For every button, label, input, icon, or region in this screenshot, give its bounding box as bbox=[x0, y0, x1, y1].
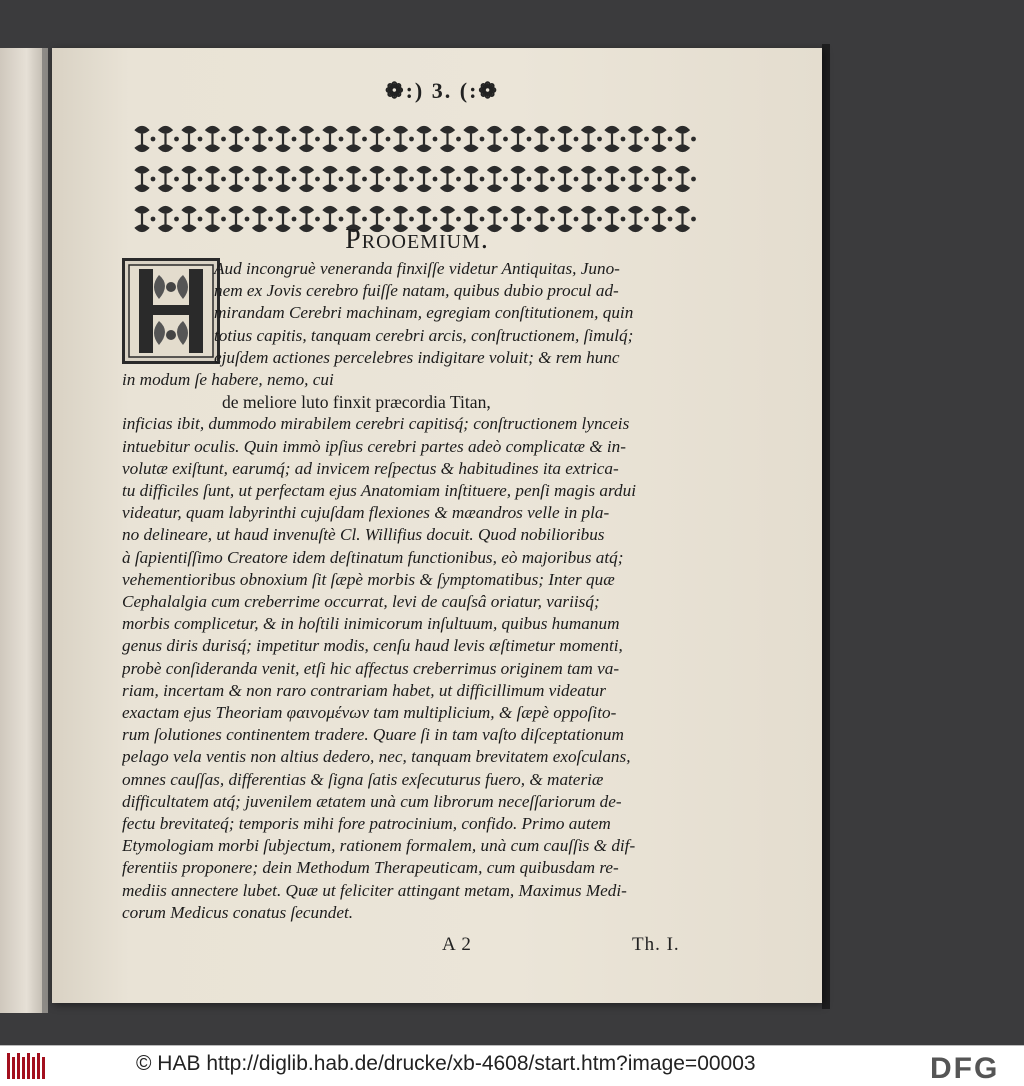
text-line: volutæ exiſtunt, earumq́; ad invicem reſpectus & habitudines ita extrica- bbox=[122, 458, 619, 478]
text-line: intuebitur oculis. Quin immò ipſius cerebri partes adeò complicatæ & in- bbox=[122, 436, 626, 456]
text-line: nem ex Jovis cerebro fuiſſe natam, quibus dubio procul ad- bbox=[214, 281, 619, 301]
copyright-link[interactable]: © HAB http://diglib.hab.de/drucke/xb-4608/start.htm?image=00003 bbox=[136, 1052, 756, 1075]
page-title: Prooemium. bbox=[345, 224, 489, 255]
text-line: ferentiis proponere; dein Methodum Therapeuticam, cum quibusdam re- bbox=[122, 858, 619, 878]
hab-logo-icon[interactable] bbox=[6, 1051, 48, 1081]
text-line: morbis complicetur, & in hoſtili inimicorum inſultuum, quibus humanum bbox=[122, 614, 620, 634]
body-text bbox=[122, 258, 742, 924]
text-line: ejuſdem actiones percelebres indigitare voluit; & rem hunc bbox=[214, 347, 620, 367]
text-line: pelago vela ventis non altius dedero, nec, tanquam brevitatem exoſculans, bbox=[122, 747, 631, 767]
text-line: rum ſolutiones continentem tradere. Quare ſi in tam vaſto diſceptationum bbox=[122, 725, 624, 745]
text-line: inficias ibit, dummodo mirabilem cerebri capitisq́; conſtructionem lynceis bbox=[122, 414, 630, 434]
dfg-logo-icon[interactable] bbox=[930, 1053, 1016, 1081]
text-line: Cephalalgia cum creberrime occurrat, levi de cauſsâ oriatur, variisq́; bbox=[122, 592, 600, 612]
scanned-page bbox=[52, 48, 822, 1003]
text-line: mirandam Cerebri machinam, egregiam conſtitutionem, quin bbox=[214, 303, 634, 323]
text-line: vehementioribus obnoxium ſit ſæpè morbis & ſymptomatibus; Inter quæ bbox=[122, 569, 615, 589]
text-line: de meliore luto finxit præcordia Titan, bbox=[222, 392, 491, 413]
catchword: Th. I. bbox=[632, 934, 680, 955]
text-line: à ſapientiſſimo Creatore idem deſtinatum functionibus, eò majoribus atq́; bbox=[122, 547, 624, 567]
footer-bar bbox=[0, 1045, 1024, 1086]
text-line: omnes cauſſas, differentias & ſigna ſatis exſecuturus fuero, & materiæ bbox=[122, 769, 604, 789]
page-edge-shadow bbox=[822, 44, 830, 1009]
text-line: Etymologiam morbi ſubjectum, rationem formalem, unà cum cauſſis & dif- bbox=[122, 836, 636, 856]
text-line: probè conſideranda venit, etſi hic affectus creberrimus originem tam va- bbox=[122, 658, 620, 678]
text-line: riam, incertam & non raro contrariam habet, ut difficillimum videatur bbox=[122, 680, 606, 700]
text-line: totius capitis, tanquam cerebri arcis, conſtructionem, ſimulq́; bbox=[214, 325, 634, 345]
text-line: videatur, quam labyrinthi cujuſdam flexiones & mæandros velle in pla- bbox=[122, 503, 610, 523]
signature-mark: A 2 bbox=[442, 934, 472, 955]
text-line: no delineare, ut haud invenuſtè Cl. Willifius docuit. Quod nobilioribus bbox=[122, 525, 605, 545]
svg-text:DFG: DFG bbox=[930, 1053, 1000, 1081]
text-line: difficultatem atq́; juvenilem ætatem unà cum librorum neceſſariorum de- bbox=[122, 791, 622, 811]
text-line: genus diris durisq́; impetitur modis, cenſu haud levis æſtimetur momenti, bbox=[122, 636, 623, 656]
text-line: mediis annectere lubet. Quæ ut feliciter attingant metam, Maximus Medi- bbox=[122, 880, 627, 900]
page-header: ❁:) 3. (:❁ bbox=[385, 78, 499, 103]
text-line: fectu brevitateq́; temporis mihi fore patrocinium, confido. Primo autem bbox=[122, 814, 611, 834]
text-line: corum Medicus conatus ſecundet. bbox=[122, 902, 354, 922]
text-line: exactam ejus Theoriam φαινομένων tam multiplicium, & ſæpè oppoſito- bbox=[122, 703, 617, 723]
text-line: in modum ſe habere, nemo, cui bbox=[122, 370, 334, 390]
text-line: tu difficiles ſunt, ut perfectam ejus Anatomiam inſtituere, penſi magis ardui bbox=[122, 481, 636, 501]
previous-page-edge bbox=[0, 48, 48, 1013]
text-line: Aud incongruè veneranda finxiſſe videtur Antiquitas, Juno- bbox=[214, 259, 620, 278]
